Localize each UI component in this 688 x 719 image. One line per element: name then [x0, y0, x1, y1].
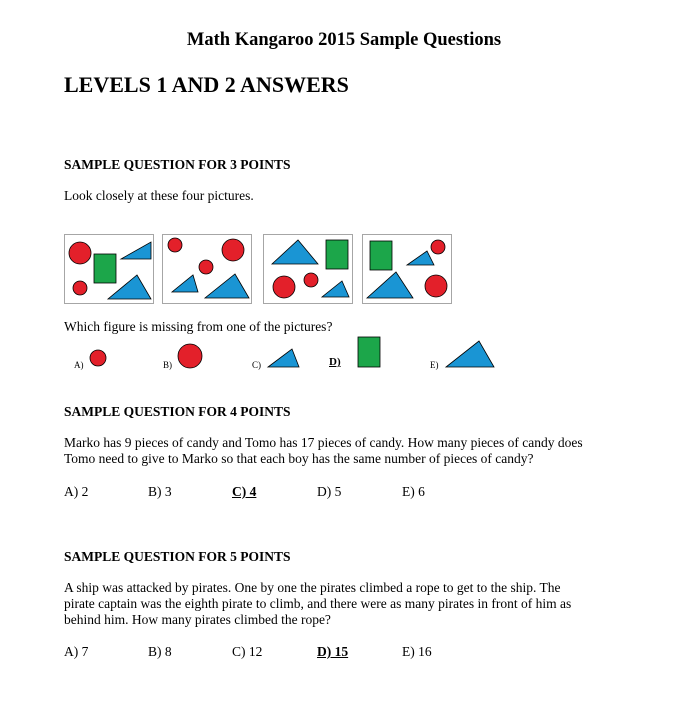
picture-1: [64, 234, 154, 304]
q5-answer-d-correct: D) 15: [317, 644, 349, 659]
q3-question: Which figure is missing from one of the pictures?: [64, 319, 333, 334]
option-c-label: C): [252, 360, 261, 370]
q4-answer-e: E) 6: [402, 484, 425, 499]
q4-heading: SAMPLE QUESTION FOR 4 POINTS: [64, 404, 291, 419]
page-title: Math Kangaroo 2015 Sample Questions: [186, 30, 502, 50]
q5-text-line2: pirate captain was the eighth pirate to climb, and there were as many pirates in front of him as: [64, 596, 572, 611]
large-red-circle-icon: [176, 342, 204, 370]
q4-text-line1: Marko has 9 pieces of candy and Tomo has 17 pieces of candy. How many pieces of candy does: [64, 435, 583, 450]
q3-heading: SAMPLE QUESTION FOR 3 POINTS: [64, 157, 291, 172]
q5-text-line3: behind him. How many pirates climbed the rope?: [64, 612, 331, 627]
option-a-label: A): [74, 360, 84, 370]
q4-answer-b: B) 3: [148, 484, 172, 499]
option-d-label: D): [329, 356, 341, 368]
q5-answer-b: B) 8: [148, 644, 172, 659]
picture-3: [263, 234, 353, 304]
green-rectangle-icon: [356, 335, 382, 369]
q4-answer-c-correct: C) 4: [232, 484, 257, 499]
levels-heading: LEVELS 1 AND 2 ANSWERS: [64, 72, 349, 97]
small-red-circle-icon: [88, 348, 108, 368]
q5-answer-e: E) 16: [402, 644, 432, 659]
q5-text-line1: A ship was attacked by pirates. One by one the pirates climbed a rope to get to the ship. The: [64, 580, 561, 595]
picture-2: [162, 234, 252, 304]
q5-answer-c: C) 12: [232, 644, 263, 659]
option-e-label: E): [430, 360, 439, 370]
q4-answer-d: D) 5: [317, 484, 342, 499]
option-b-label: B): [163, 360, 172, 370]
q4-text-line2: Tomo need to give to Marko so that each boy has the same number of pieces of candy?: [64, 451, 534, 466]
q5-heading: SAMPLE QUESTION FOR 5 POINTS: [64, 549, 291, 564]
picture-4: [362, 234, 452, 304]
q4-answer-a: A) 2: [64, 484, 89, 499]
q3-prompt: Look closely at these four pictures.: [64, 188, 254, 203]
large-blue-triangle-icon: [444, 338, 496, 370]
q5-answer-a: A) 7: [64, 644, 89, 659]
small-blue-triangle-icon: [266, 346, 302, 370]
